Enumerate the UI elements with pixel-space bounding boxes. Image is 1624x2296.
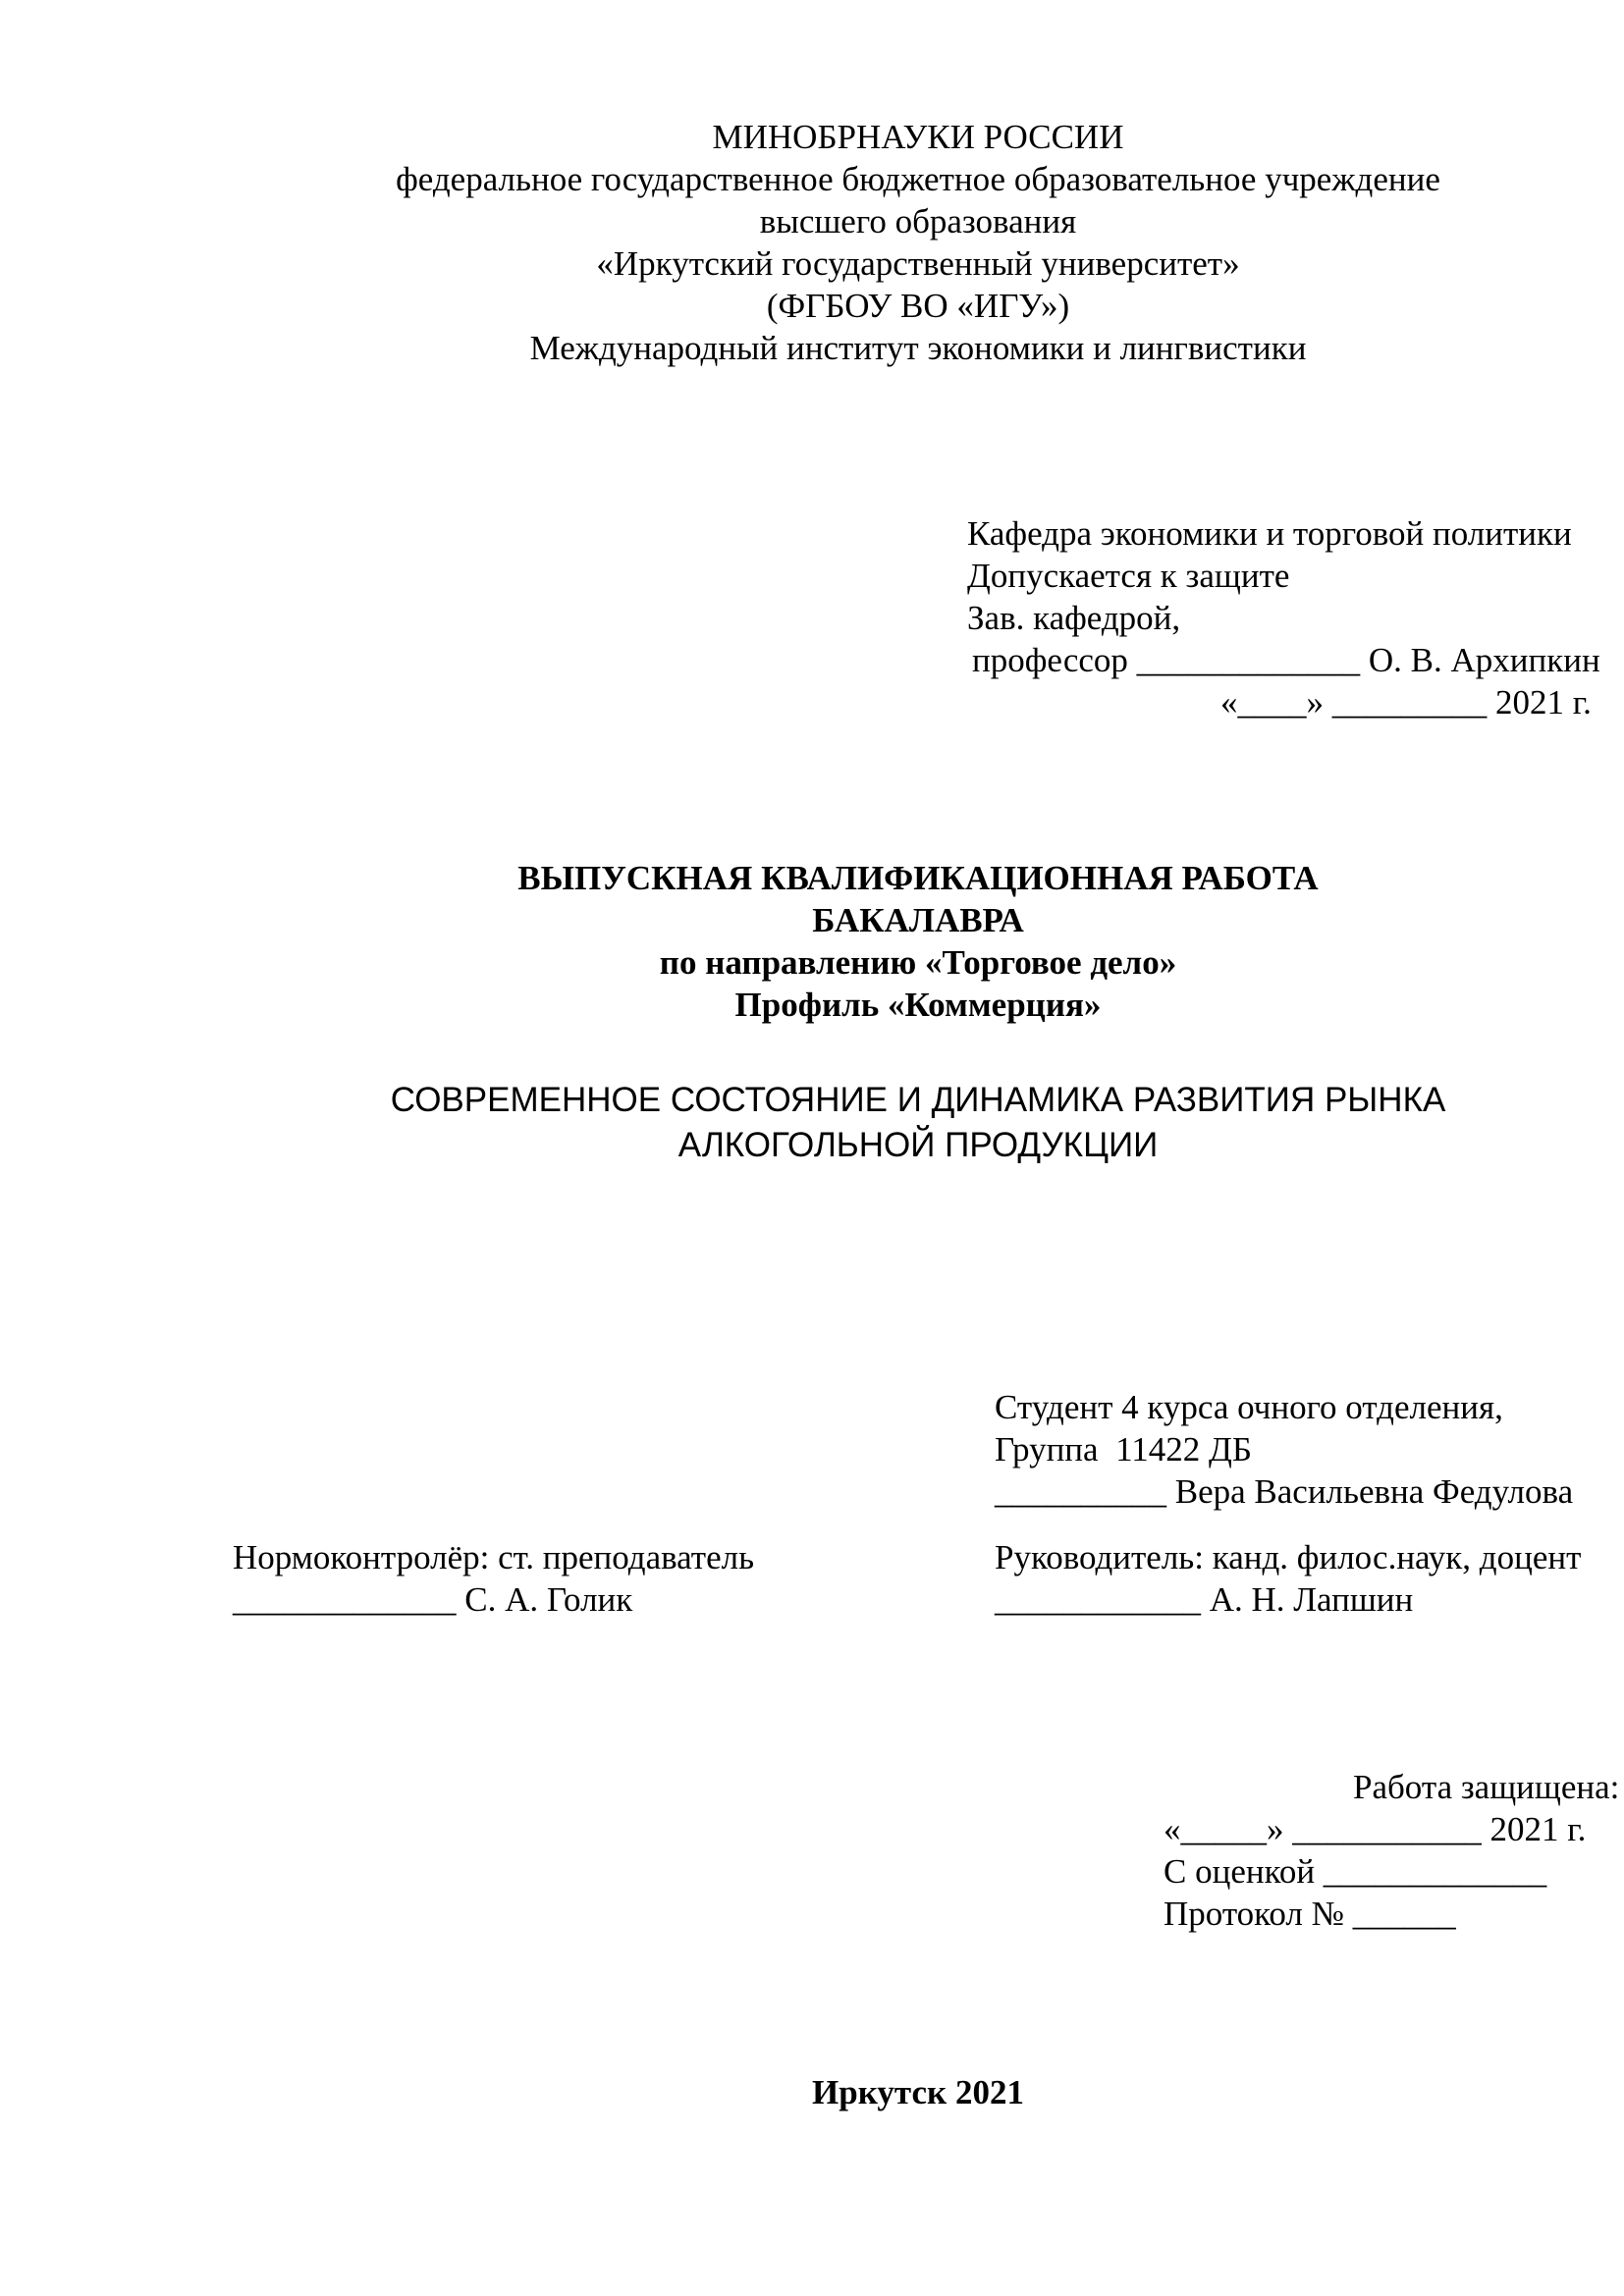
defense-protocol-line: Протокол № ______ (1164, 1895, 1456, 1933)
normcontrol-role-line: Нормоконтролёр: ст. преподаватель (233, 1538, 755, 1576)
approval-block (967, 512, 1615, 723)
defense-date-line: «_____» ___________ 2021 г. (1164, 1810, 1587, 1848)
thesis-title (0, 1078, 1624, 1168)
approval-date-line: «____» _________ 2021 г. (1220, 683, 1592, 721)
thesis-title-line-1: СОВРЕМЕННОЕ СОСТОЯНИЕ И ДИНАМИКА РАЗВИТИЯ РЫНКА (390, 1081, 1446, 1119)
admitted-line: Допускается к защите (967, 557, 1290, 595)
city-year-line: Иркутск 2021 (812, 2073, 1024, 2111)
direction-line: по направлению «Торговое дело» (659, 943, 1177, 982)
defense-grade-line: С оценкой _____________ (1164, 1852, 1547, 1891)
document-header (0, 116, 1624, 369)
supervisor-block (995, 1536, 1623, 1621)
normcontrol-block (233, 1536, 822, 1621)
profile-line: Профиль «Коммерция» (734, 986, 1102, 1024)
work-type-line-1: ВЫПУСКНАЯ КВАЛИФИКАЦИОННАЯ РАБОТА (517, 859, 1319, 897)
education-level-line: высшего образования (759, 202, 1077, 240)
work-type-block (0, 857, 1624, 1026)
student-signature-line: __________ Вера Васильевна Федулова (995, 1472, 1574, 1511)
work-type-line-2: БАКАЛАВРА (812, 901, 1024, 939)
ministry-line: МИНОБРНАУКИ РОССИИ (712, 118, 1124, 156)
institution-type-line: федеральное государственное бюджетное образовательное учреждение (396, 160, 1440, 198)
city-year-footer (0, 2071, 1624, 2113)
student-block (995, 1386, 1623, 1513)
supervisor-role-line: Руководитель: канд. филос.наук, доцент (995, 1538, 1582, 1576)
student-course-line: Студент 4 курса очного отделения, (995, 1388, 1503, 1426)
head-line: Зав. кафедрой, (967, 599, 1181, 637)
institute-line: Международный институт экономики и лингвистики (529, 329, 1307, 367)
department-line: Кафедра экономики и торговой политики (967, 514, 1572, 553)
abbreviation-line: (ФГБОУ ВО «ИГУ») (766, 287, 1070, 325)
thesis-title-line-2: АЛКОГОЛЬНОЙ ПРОДУКЦИИ (677, 1126, 1159, 1164)
defense-title-line: Работа защищена: (1353, 1768, 1620, 1806)
student-group-line: Группа 11422 ДБ (995, 1430, 1252, 1468)
normcontrol-signature-line: _____________ С. А. Голик (233, 1580, 633, 1619)
supervisor-signature-line: ____________ А. Н. Лапшин (995, 1580, 1414, 1619)
professor-signature-line: профессор _____________ О. В. Архипкин (972, 641, 1600, 679)
university-line: «Иркутский государственный университет» (596, 244, 1240, 283)
defense-block (1164, 1766, 1624, 1935)
